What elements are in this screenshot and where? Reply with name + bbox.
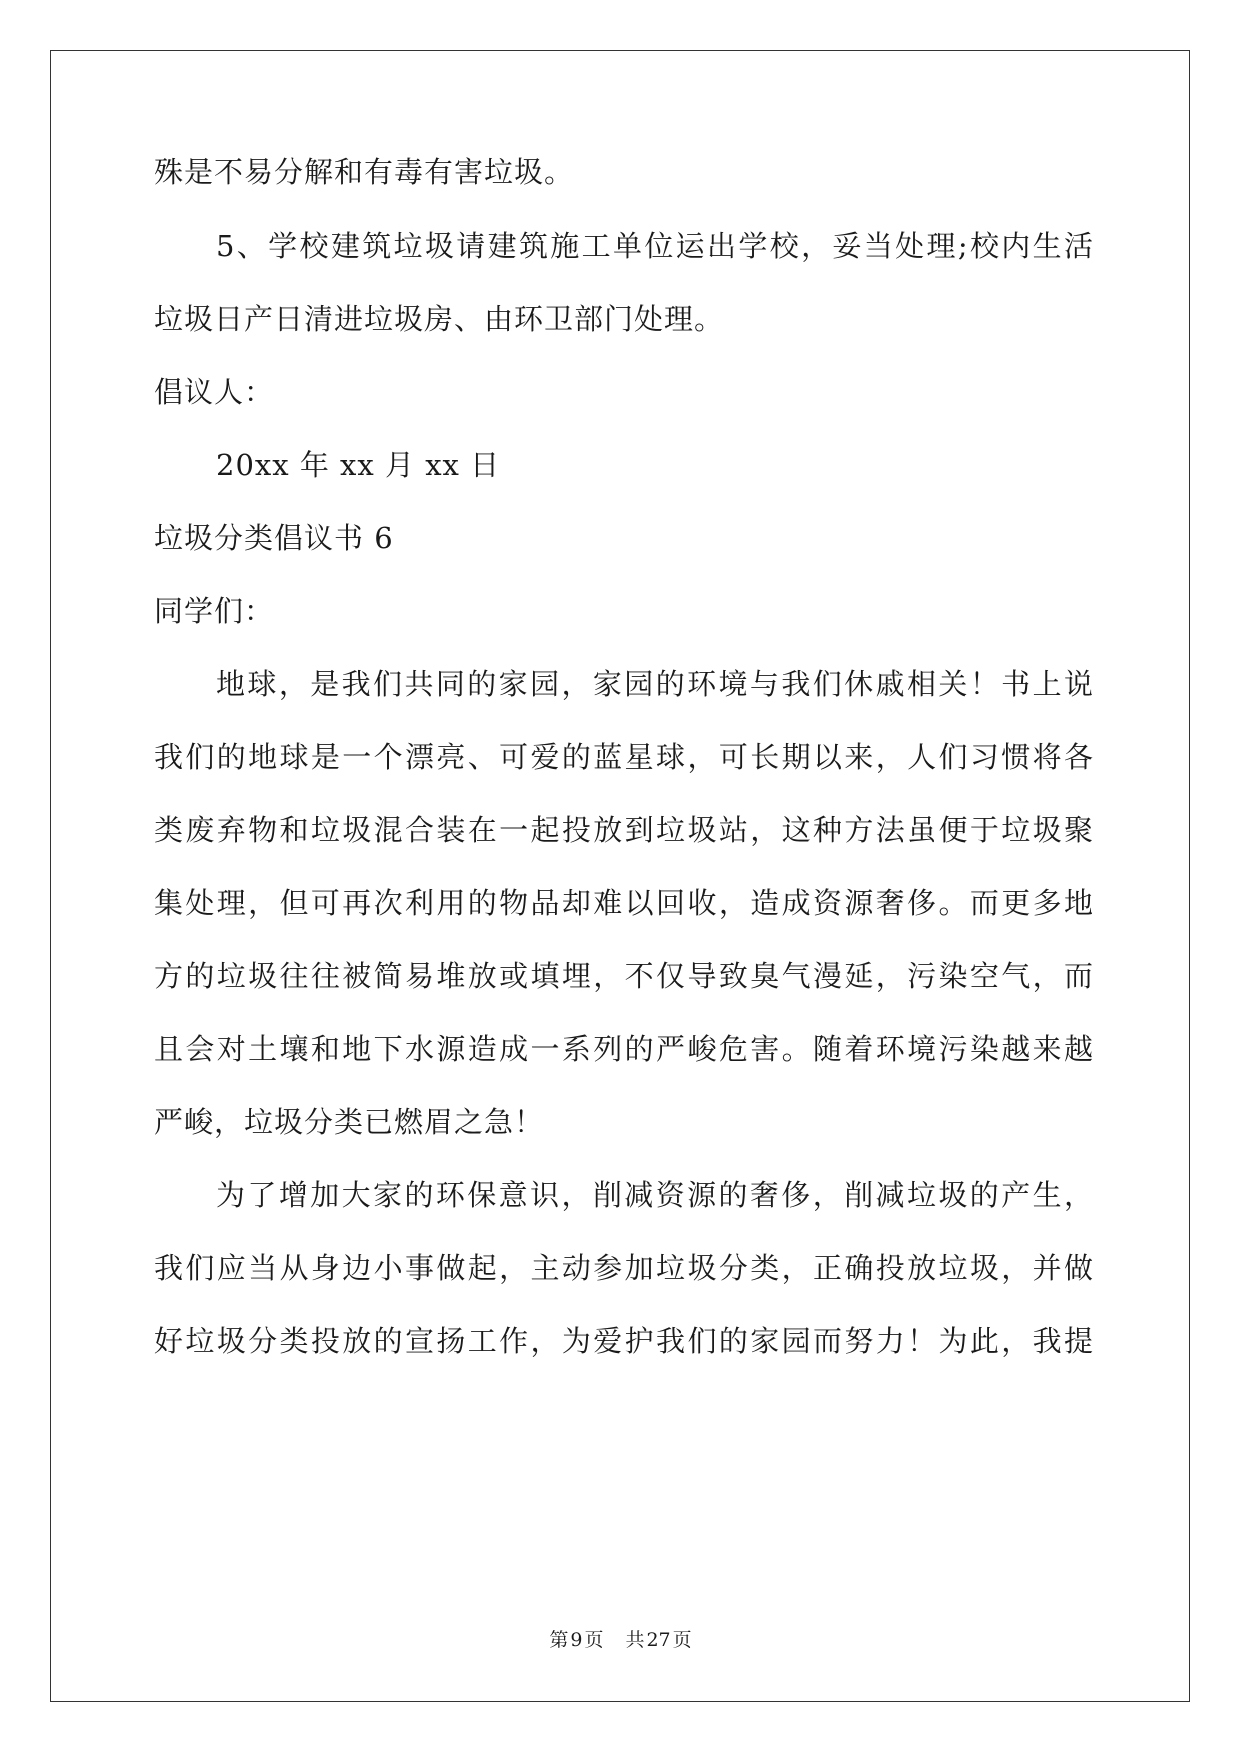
proposer-label: 倡议人： xyxy=(154,375,275,409)
page-label-suffix: 页 xyxy=(584,1629,604,1651)
page-label-prefix: 第 xyxy=(549,1629,569,1651)
text-line-15: 为了增加大家的环保意识，削减资源的奢侈，削减垃圾的产生， xyxy=(216,1178,1094,1212)
text-line-16: 我们应当从身边小事做起，主动参加垃圾分类，正确投放垃圾，并做 xyxy=(154,1251,1094,1285)
text-line-17: 好垃圾分类投放的宣扬工作，为爱护我们的家园而努力！为此，我提 xyxy=(154,1324,1094,1358)
text-line-14: 严峻，垃圾分类已燃眉之急！ xyxy=(154,1105,545,1139)
page-footer xyxy=(0,1628,1241,1652)
date-line: 20xx 年 xx 月 xx 日 xyxy=(216,448,501,482)
section-title: 垃圾分类倡议书 6 xyxy=(154,521,394,555)
text-line-9: 我们的地球是一个漂亮、可爱的蓝星球，可长期以来，人们习惯将各 xyxy=(154,740,1094,774)
page-number: 9 xyxy=(570,1629,583,1651)
text-line-11: 集处理，但可再次利用的物品却难以回收，造成资源奢侈。而更多地 xyxy=(154,886,1094,920)
text-line-8: 地球，是我们共同的家园，家园的环境与我们休戚相关！书上说 xyxy=(216,667,1094,701)
total-label-prefix: 共 xyxy=(625,1629,645,1651)
page-border xyxy=(50,50,1190,1702)
total-label-suffix: 页 xyxy=(672,1629,692,1651)
text-line-13: 且会对土壤和地下水源造成一系列的严峻危害。随着环境污染越来越 xyxy=(154,1032,1094,1066)
text-line-12: 方的垃圾往往被简易堆放或填埋，不仅导致臭气漫延，污染空气，而 xyxy=(154,959,1094,993)
text-line-1: 殊是不易分解和有毒有害垃圾。 xyxy=(154,155,575,189)
salutation: 同学们： xyxy=(154,594,275,628)
text-line-2: 5、学校建筑垃圾请建筑施工单位运出学校，妥当处理;校内生活 xyxy=(216,229,1094,263)
text-line-3: 垃圾日产日清进垃圾房、由环卫部门处理。 xyxy=(154,302,725,336)
total-pages: 27 xyxy=(646,1629,671,1651)
text-line-10: 类废弃物和垃圾混合装在一起投放到垃圾站，这种方法虽便于垃圾聚 xyxy=(154,813,1094,847)
